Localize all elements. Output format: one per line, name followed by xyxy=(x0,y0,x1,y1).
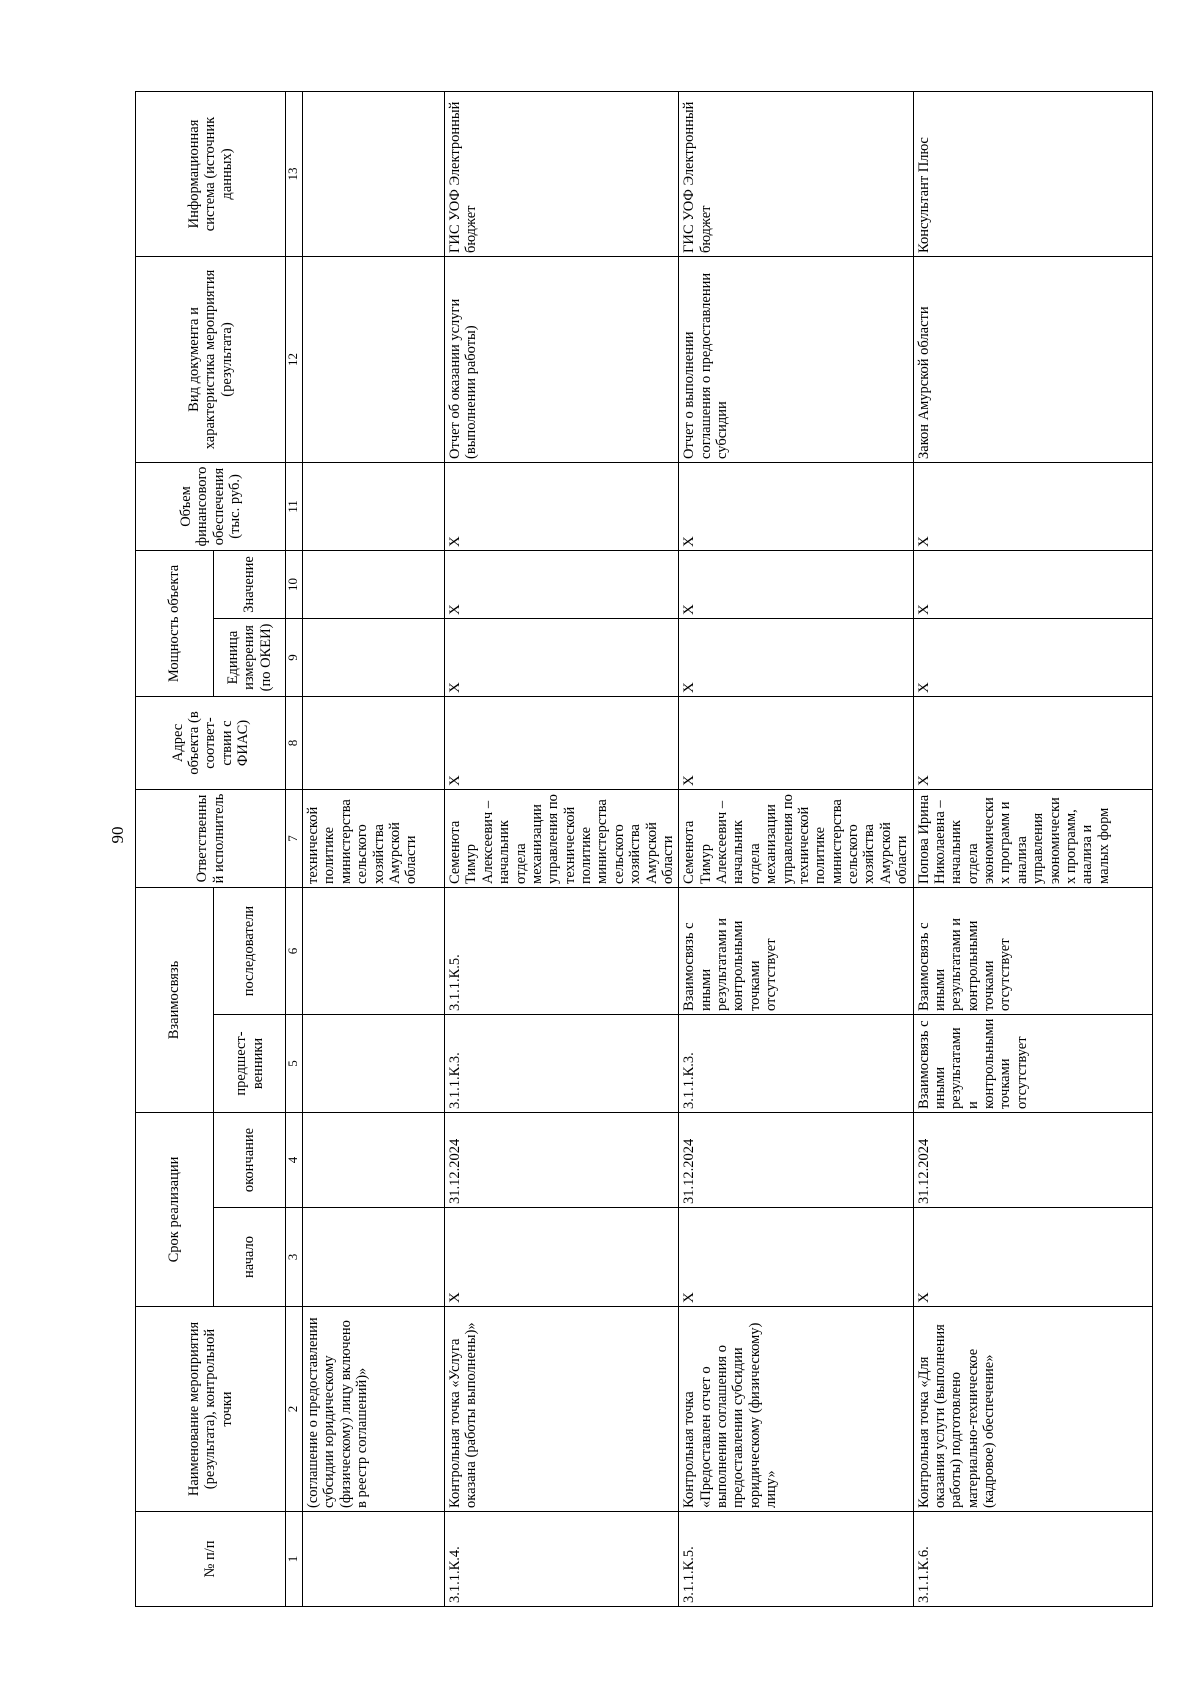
cell-name: Контрольная точка «Для оказания услуги (выполнения работы) подготовлено материально-техническое (кадровое) обеспечение» xyxy=(913,1307,1153,1512)
cell-num xyxy=(303,1512,445,1607)
cell-finance: X xyxy=(445,462,679,550)
cell-info-system: ГИС УОФ Электронный бюджет xyxy=(679,91,913,256)
cell-responsible: Семенюта Тимур Алексеевич – начальник отдела механизации управления по технической политике министерства сельского хозяйства Амурской области xyxy=(445,789,679,887)
cell-responsible: Попова Ирина Николаевна – начальник отдела экономических программ и анализа управления экономических программ, анализа и малых форм xyxy=(913,789,1153,887)
cell-name: Контрольная точка «Предоставлен отчет о выполнении соглашения о предоставлении субсидии юридическому (физическому) лицу» xyxy=(679,1307,913,1512)
cell-end: 31.12.2024 xyxy=(445,1113,679,1208)
col-number: 2 xyxy=(286,1307,303,1512)
cell-succ: Взаимосвязь с иными результатами и контрольными точками отсутствует xyxy=(679,887,913,1014)
header-name: Наименование мероприятия (результата), контрольной точки xyxy=(136,1307,286,1512)
column-numbers-row xyxy=(286,91,303,1606)
table-row xyxy=(913,91,1153,1606)
col-number: 4 xyxy=(286,1113,303,1208)
cell-info-system: ГИС УОФ Электронный бюджет xyxy=(445,91,679,256)
cell-pred xyxy=(303,1015,445,1113)
cell-num: 3.1.1.К.4. xyxy=(445,1512,679,1607)
cell-document: Отчет о выполнении соглашения о предоставлении субсидии xyxy=(679,256,913,462)
header-address: Адрес объекта (в соответ-ствии с ФИАС) xyxy=(136,696,286,789)
col-number: 5 xyxy=(286,1015,303,1113)
header-power-unit: Единица измерения (по ОКЕИ) xyxy=(214,618,286,696)
cell-info-system xyxy=(303,91,445,256)
rotated-table-wrapper xyxy=(135,92,1153,1607)
cell-finance xyxy=(303,462,445,550)
cell-pred: Взаимосвязь с иными результатами и контрольными точками отсутствует xyxy=(913,1015,1153,1113)
cell-unit: X xyxy=(679,618,913,696)
header-term: Срок реализации xyxy=(136,1113,214,1307)
cell-finance: X xyxy=(913,462,1153,550)
col-number: 13 xyxy=(286,91,303,256)
header-power-value: Значение xyxy=(214,550,286,618)
cell-pred: 3.1.1.К.3. xyxy=(445,1015,679,1113)
cell-pred: 3.1.1.К.3. xyxy=(679,1015,913,1113)
cell-unit: X xyxy=(445,618,679,696)
header-finance: Объем финансового обеспечения (тыс. руб.) xyxy=(136,462,286,550)
col-number: 7 xyxy=(286,789,303,887)
header-link: Взаимосвязь xyxy=(136,887,214,1112)
events-table xyxy=(135,91,1153,1607)
cell-succ: 3.1.1.К.5. xyxy=(445,887,679,1014)
cell-address xyxy=(303,696,445,789)
cell-num: 3.1.1.К.6. xyxy=(913,1512,1153,1607)
cell-address: X xyxy=(679,696,913,789)
header-document: Вид документа и характеристика мероприятия (результата) xyxy=(136,256,286,462)
cell-num: 3.1.1.К.5. xyxy=(679,1512,913,1607)
cell-address: X xyxy=(913,696,1153,789)
cell-succ: Взаимосвязь с иными результатами и контрольными точками отсутствует xyxy=(913,887,1153,1014)
cell-start: X xyxy=(445,1208,679,1307)
header-responsible: Ответственный исполнитель xyxy=(136,789,286,887)
col-number: 12 xyxy=(286,256,303,462)
table-row xyxy=(303,91,445,1606)
col-number: 8 xyxy=(286,696,303,789)
cell-document: Закон Амурской области xyxy=(913,256,1153,462)
header-num: № п/п xyxy=(136,1512,286,1607)
header-power: Мощность объекта xyxy=(136,550,214,696)
cell-start: X xyxy=(913,1208,1153,1307)
cell-name: Контрольная точка «Услуга оказана (работы выполнены)» xyxy=(445,1307,679,1512)
cell-info-system: Консультант Плюс xyxy=(913,91,1153,256)
header-info-system: Информационная система (источник данных) xyxy=(136,91,286,256)
cell-document xyxy=(303,256,445,462)
header-term-end: окончание xyxy=(214,1113,286,1208)
header-link-succ: последователи xyxy=(214,887,286,1014)
col-number: 9 xyxy=(286,618,303,696)
cell-responsible: технической политике министерства сельского хозяйства Амурской области xyxy=(303,789,445,887)
cell-succ xyxy=(303,887,445,1014)
table-row xyxy=(445,91,679,1606)
cell-start: X xyxy=(679,1208,913,1307)
page-number: 90 xyxy=(108,826,127,844)
col-number: 11 xyxy=(286,462,303,550)
cell-unit: X xyxy=(913,618,1153,696)
cell-value: X xyxy=(913,550,1153,618)
cell-finance: X xyxy=(679,462,913,550)
col-number: 3 xyxy=(286,1208,303,1307)
cell-end: 31.12.2024 xyxy=(679,1113,913,1208)
col-number: 10 xyxy=(286,550,303,618)
cell-value xyxy=(303,550,445,618)
table-row xyxy=(679,91,913,1606)
cell-name: (соглашение о предоставлении субсидии юридическому (физическому) лицу включено в реестр соглашений)» xyxy=(303,1307,445,1512)
cell-end xyxy=(303,1113,445,1208)
header-term-start: начало xyxy=(214,1208,286,1307)
cell-document: Отчет об оказании услуги (выполнении работы) xyxy=(445,256,679,462)
header-link-pred: предшест-венники xyxy=(214,1015,286,1113)
cell-value: X xyxy=(445,550,679,618)
col-number: 1 xyxy=(286,1512,303,1607)
cell-responsible: Семенюта Тимур Алексеевич – начальник отдела механизации управления по технической политике министерства сельского хозяйства Амурской области xyxy=(679,789,913,887)
cell-end: 31.12.2024 xyxy=(913,1113,1153,1208)
cell-start xyxy=(303,1208,445,1307)
cell-unit xyxy=(303,618,445,696)
cell-value: X xyxy=(679,550,913,618)
cell-address: X xyxy=(445,696,679,789)
col-number: 6 xyxy=(286,887,303,1014)
